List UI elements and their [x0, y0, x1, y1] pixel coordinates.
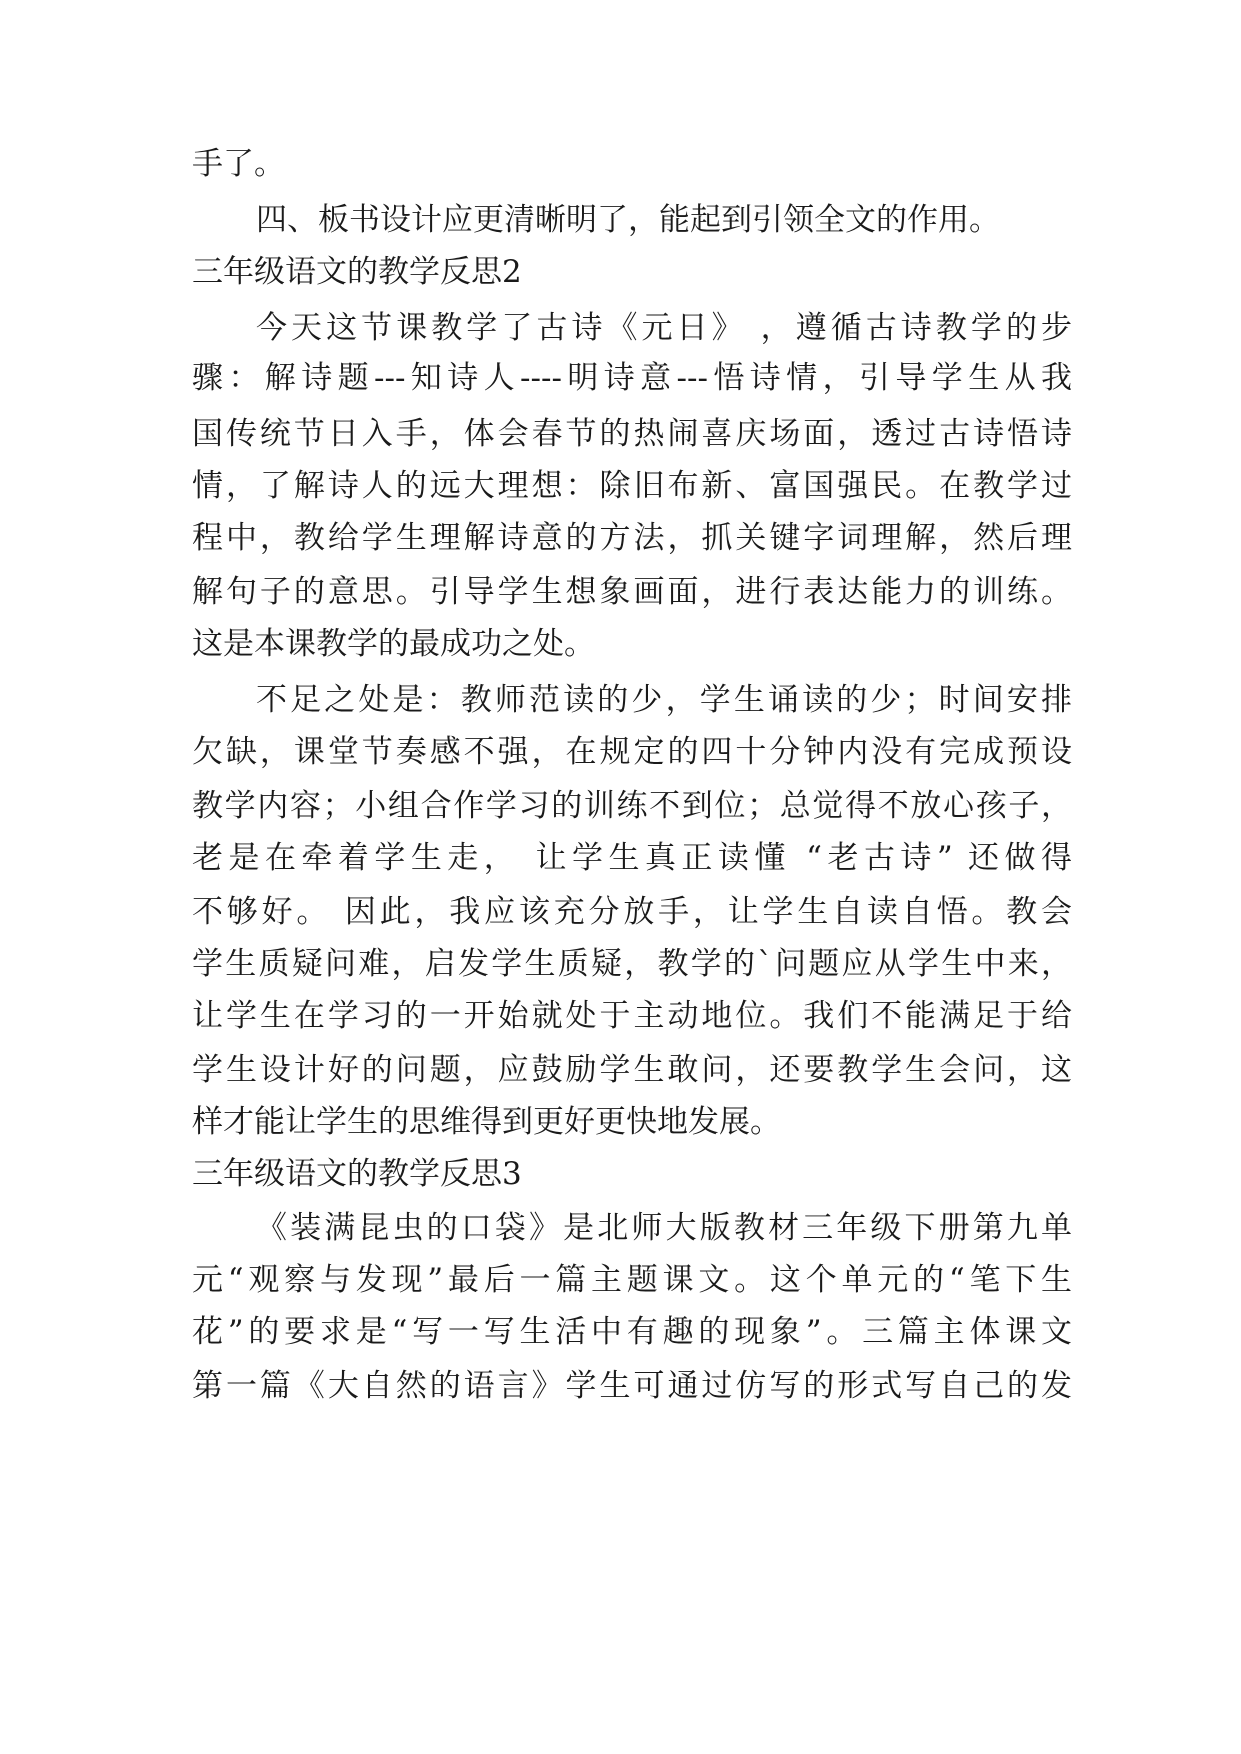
paragraph-line: 骤：解诗题---知诗人----明诗意---悟诗情，引导学生从我 — [192, 360, 1072, 396]
paragraph-line: 学生设计好的问题，应鼓励学生敢问，还要教学生会问，这 — [192, 1052, 1072, 1088]
paragraph-line: 欠缺，课堂节奏感不强，在规定的四十分钟内没有完成预设 — [192, 734, 1072, 770]
paragraph-line: 教学内容；小组合作学习的训练不到位；总觉得不放心孩子， — [192, 788, 1072, 824]
paragraph-line: 情，了解诗人的远大理想：除旧布新、富国强民。在教学过 — [192, 468, 1072, 504]
paragraph-line: 元“观察与发现”最后一篇主题课文。这个单元的“笔下生 — [192, 1262, 1072, 1298]
paragraph-line: 《装满昆虫的口袋》是北师大版教材三年级下册第九单 — [256, 1210, 1072, 1246]
paragraph-line: 四、板书设计应更清晰明了，能起到引领全文的作用。 — [256, 202, 1000, 238]
section-heading: 三年级语文的教学反思2 — [192, 254, 522, 290]
paragraph-line: 程中，教给学生理解诗意的方法，抓关键字词理解，然后理 — [192, 520, 1072, 556]
paragraph-line: 学生质疑问难，启发学生质疑，教学的`问题应从学生中来， — [192, 946, 1072, 982]
paragraph-line: 这是本课教学的最成功之处。 — [192, 626, 595, 662]
paragraph-line: 国传统节日入手，体会春节的热闹喜庆场面，透过古诗悟诗 — [192, 416, 1072, 452]
paragraph-line: 手了。 — [192, 146, 285, 182]
paragraph-line: 花”的要求是“写一写生活中有趣的现象”。三篇主体课文 — [192, 1314, 1072, 1350]
paragraph-line: 不够好。 因此，我应该充分放手，让学生自读自悟。教会 — [192, 894, 1072, 930]
section-heading: 三年级语文的教学反思3 — [192, 1156, 522, 1192]
paragraph-line: 第一篇《大自然的语言》学生可通过仿写的形式写自己的发 — [192, 1368, 1072, 1404]
paragraph-line: 老是在牵着学生走， 让学生真正读懂 “老古诗” 还做得 — [192, 840, 1072, 876]
paragraph-line: 不足之处是：教师范读的少，学生诵读的少；时间安排 — [256, 682, 1072, 718]
paragraph-line: 解句子的意思。引导学生想象画面，进行表达能力的训练。 — [192, 574, 1072, 610]
paragraph-line: 样才能让学生的思维得到更好更快地发展。 — [192, 1104, 781, 1140]
paragraph-line: 今天这节课教学了古诗《元日》 ，遵循古诗教学的步 — [256, 310, 1072, 346]
paragraph-line: 让学生在学习的一开始就处于主动地位。我们不能满足于给 — [192, 998, 1072, 1034]
